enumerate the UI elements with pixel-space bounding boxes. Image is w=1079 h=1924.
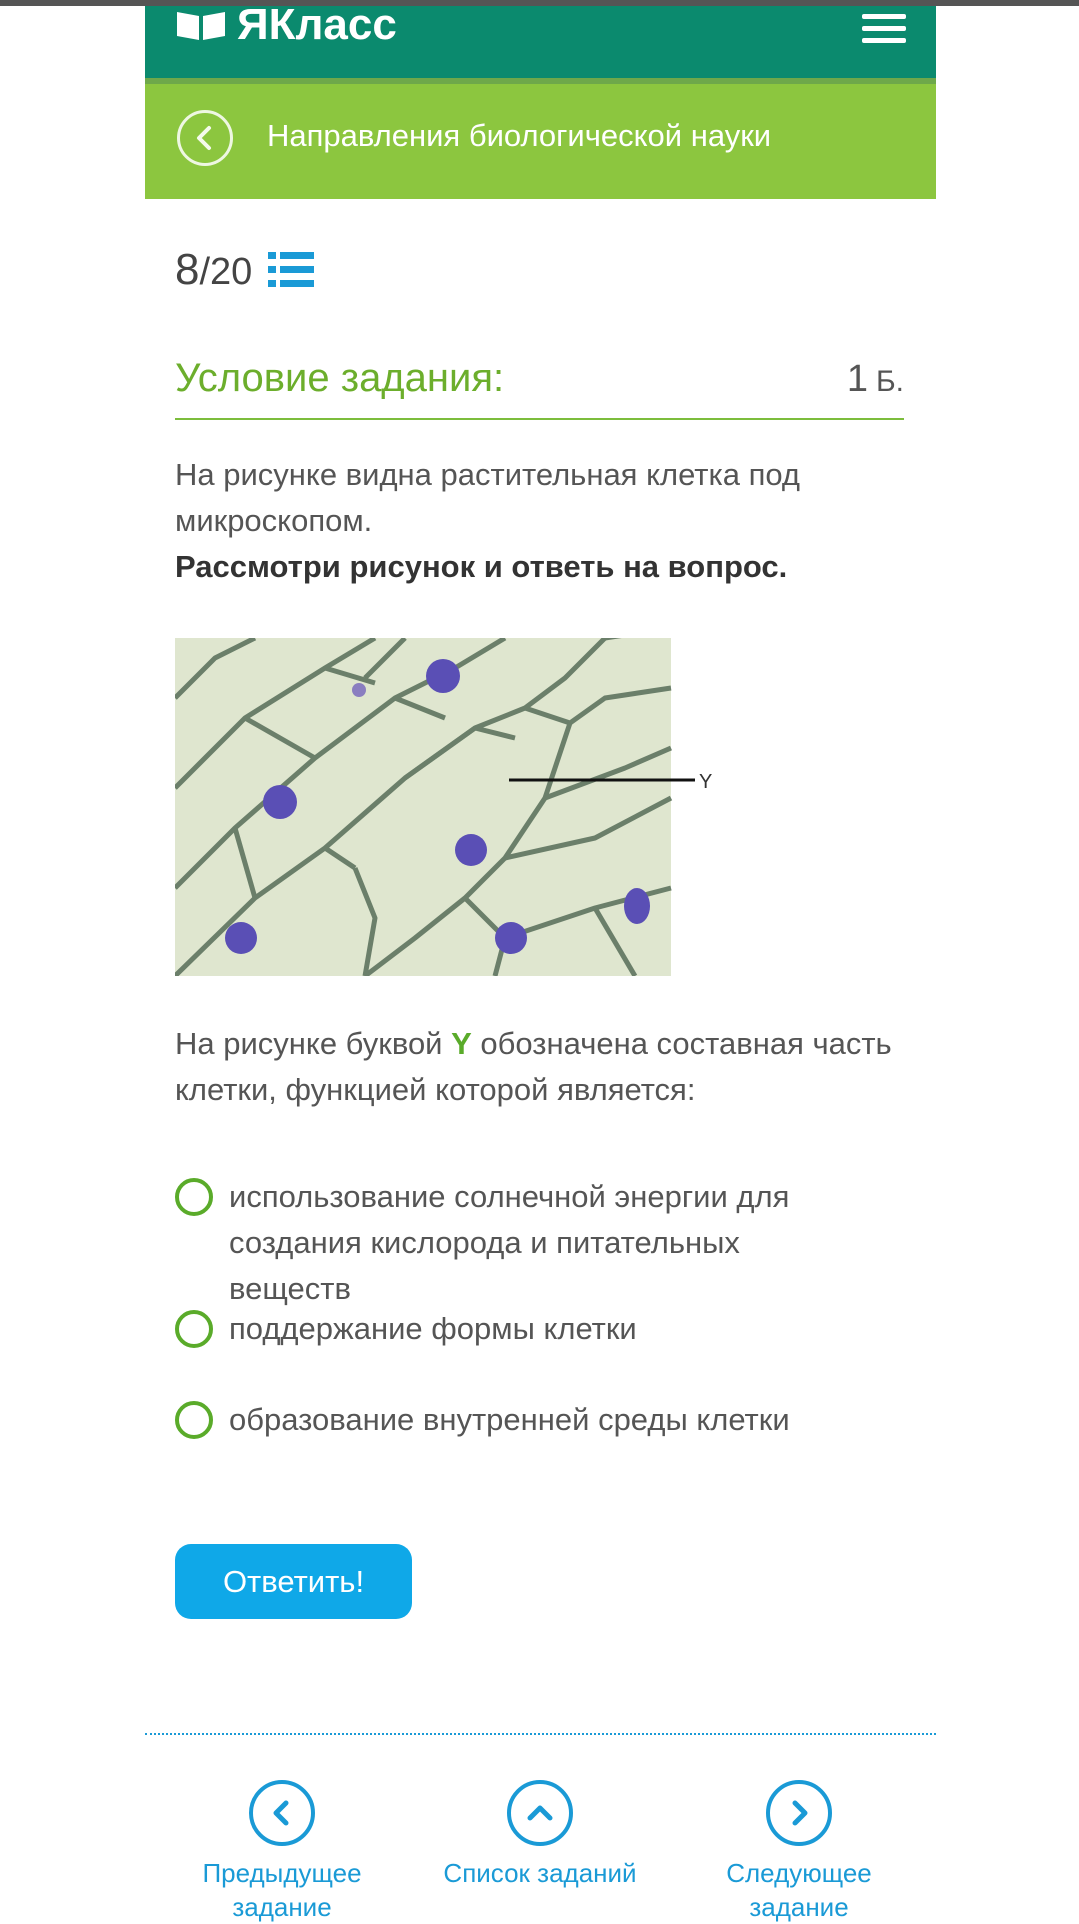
question-text-after: обозначена составная часть клетки, функцией которой является: [175,1026,892,1107]
task-points [847,358,904,401]
list-label: Список заданий [443,1858,637,1888]
answer-option-3[interactable] [175,1401,869,1443]
task-question [175,1021,905,1113]
prev-task-link[interactable] [172,1780,392,1924]
condition-header [175,356,904,420]
list-icon[interactable] [268,250,314,290]
task-intro [175,452,895,590]
points-unit: Б. [875,365,904,398]
brand-name: ЯКласс [237,0,397,49]
figure-label: Y [699,771,713,793]
intro-line: На рисунке видна растительная клетка под микроскопом. [175,457,801,538]
onion-cell-micrograph [175,638,715,976]
hamburger-icon-line [862,14,906,19]
list-circle [507,1780,573,1846]
task-list-link[interactable] [430,1780,650,1890]
back-button[interactable] [177,110,233,166]
divider [145,1733,936,1735]
question-text-before: На рисунке буквой [175,1026,452,1061]
progress-current: 8 [175,245,200,294]
book-icon [175,8,227,42]
brand-bar [145,0,936,78]
chevron-left-icon [267,1798,297,1828]
radio-button[interactable] [175,1310,213,1348]
chevron-up-icon [525,1798,555,1828]
chevron-left-icon [191,124,219,152]
menu-button[interactable] [862,14,906,46]
topic-title: Направления биологической науки [267,118,772,153]
next-circle [766,1780,832,1846]
radio-button[interactable] [175,1178,213,1216]
points-value: 1 [846,358,868,400]
prev-label: Предыдущее задание [202,1858,362,1922]
option-label: образование внутренней среды клетки [229,1402,790,1437]
next-label: Следующее задание [726,1858,872,1922]
cell-figure [175,638,715,976]
topic-bar [145,84,936,199]
progress-total: /20 [199,251,253,293]
brand-logo[interactable] [175,0,397,50]
answer-option-2[interactable] [175,1310,869,1352]
prev-circle [249,1780,315,1846]
submit-answer-button[interactable]: Ответить! [175,1544,412,1619]
hamburger-icon-line [862,26,906,31]
intro-instruction: Рассмотри рисунок и ответь на вопрос. [175,549,788,584]
option-label: использование солнечной энергии для создания кислорода и питательных веществ [229,1179,790,1306]
next-task-link[interactable] [689,1780,909,1924]
radio-button[interactable] [175,1401,213,1439]
hamburger-icon-line [862,38,906,43]
answer-option-1[interactable] [175,1178,869,1312]
question-letter: Y [451,1026,472,1061]
chevron-right-icon [784,1798,814,1828]
condition-title: Условие задания: [175,356,505,400]
task-progress [175,245,314,295]
option-label: поддержание формы клетки [229,1311,637,1346]
